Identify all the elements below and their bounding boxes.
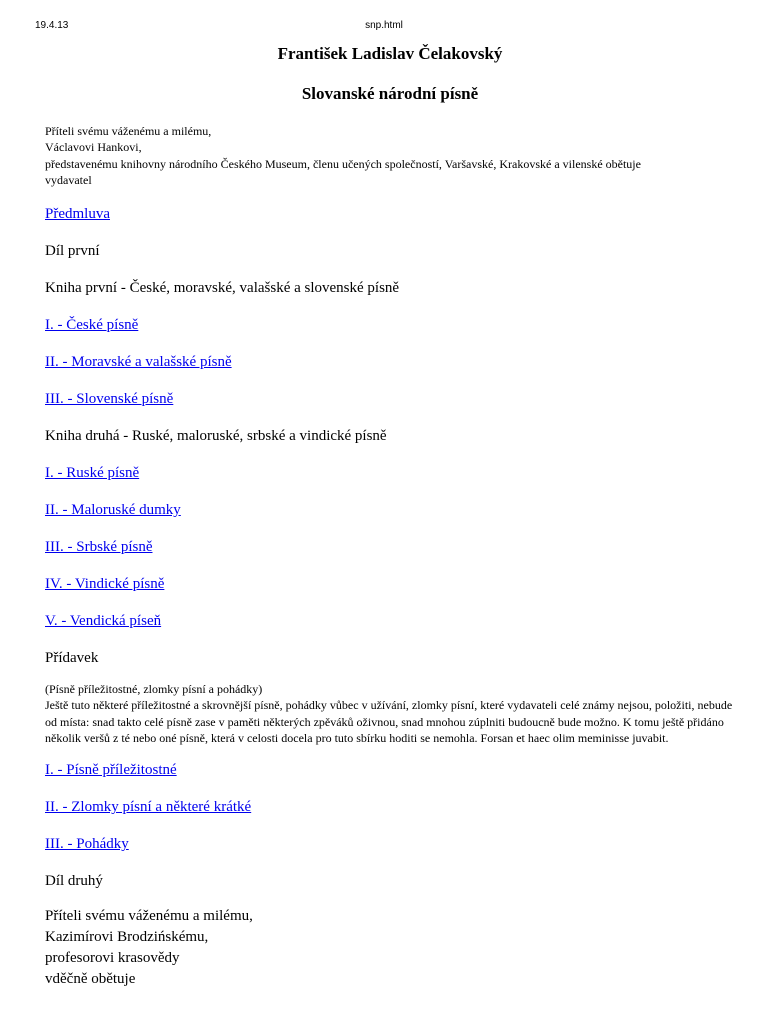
print-filename: snp.html (365, 20, 403, 31)
print-header (0, 0, 768, 40)
part1-heading: Díl první (45, 243, 100, 260)
title-heading: Slovanské národní písně (301, 84, 479, 103)
toc-link-slovak-songs[interactable]: III. - Slovenské písně (45, 391, 174, 408)
toc-link-moravian-songs[interactable]: II. - Moravské a valašské písně (45, 354, 232, 371)
dedication (45, 123, 735, 188)
appendix-intro (45, 681, 735, 746)
appendix-heading: Přídavek (45, 650, 99, 667)
toc-link-vendic-song[interactable]: V. - Vendická píseň (45, 613, 162, 630)
toc-link-occasional-songs[interactable]: I. - Písně příležitostné (45, 762, 177, 779)
book2-heading: Kniha druhá - Ruské, maloruské, srbské a vindické písně (45, 428, 387, 445)
dedication-line: profesorovi krasovědy (45, 950, 180, 967)
toc-link-vindic-songs[interactable]: IV. - Vindické písně (45, 576, 165, 593)
dedication-line: představenému knihovny národního Českého Museum, členu učených společností, Varšavské, Krakovské a vilenské obětuje (45, 156, 641, 171)
dedication-line: Příteli svému váženému a milému, (45, 908, 253, 925)
toc-link-fairy-tales[interactable]: III. - Pohádky (45, 836, 129, 853)
toc-link-czech-songs[interactable]: I. - České písně (45, 317, 139, 334)
document-body (45, 44, 735, 990)
part2-heading: Díl druhý (45, 873, 103, 890)
toc-link-little-russian-dumky[interactable]: II. - Maloruské dumky (45, 502, 181, 519)
dedication-line: vydavatel (45, 172, 92, 187)
dedication-line: vděčně obětuje (45, 971, 136, 988)
author-heading: František Ladislav Čelakovský (277, 44, 503, 63)
dedication-line: Kazimírovi Brodzińskému, (45, 929, 209, 946)
appendix-subtitle: (Písně příležitostné, zlomky písní a pohádky) (45, 682, 263, 697)
dedication-line: Václavovi Hankovi, (45, 140, 142, 155)
book1-heading: Kniha první - České, moravské, valašské a slovenské písně (45, 280, 400, 297)
print-date: 19.4.13 (35, 20, 69, 31)
toc-link-serbian-songs[interactable]: III. - Srbské písně (45, 539, 153, 556)
preface-link[interactable]: Předmluva (45, 206, 110, 223)
toc-link-russian-songs[interactable]: I. - Ruské písně (45, 465, 140, 482)
dedication-line: Příteli svému váženému a milému, (45, 124, 212, 138)
part2-dedication (45, 906, 735, 990)
toc-link-song-fragments[interactable]: II. - Zlomky písní a některé krátké (45, 799, 252, 816)
appendix-text: Ještě tuto některé příležitostné a skrovnější písně, pohádky vůbec v užívání, zlomky písní, které vydavateli celé známy nejsou, položiti, nebude od místa: snad takto celé písně zase v paměti některých zpěváků oživnou, snad mnohou zúplniti budoucně bude možno. K tomu ještě přidáno několik veršů z té nebo oné písně, která v celosti docela pro tuto sbírku hoditi se nemohla. Forsan et haec olim meminisse juvabit. (45, 698, 733, 746)
